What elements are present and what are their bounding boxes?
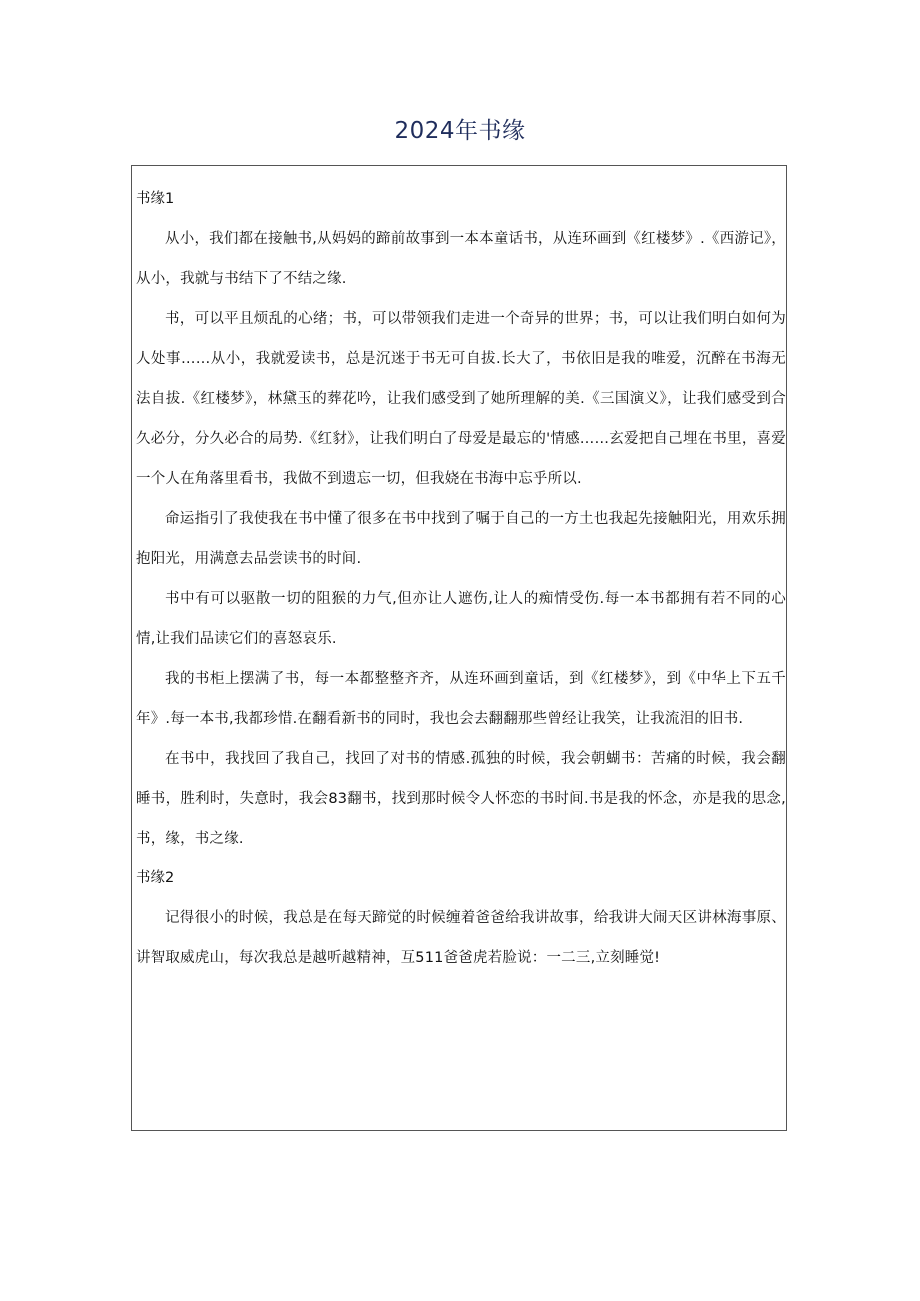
paragraph: 书中有可以驱散一切的阻猴的力气,但亦让人遮伤,让人的痴情受伤.每一本书都拥有若不同的心情,让我们品读它们的喜怒哀乐. <box>136 591 786 647</box>
paragraph: 在书中，我找回了我自己，找回了对书的情感.孤独的时候，我会朝蝴书：苦痛的时候，我会翻睡书，胜利时，失意时，我会83翻书，找到那时候令人怀恋的书时间.书是我的怀念，亦是我的思念,书，缘，书之缘. <box>136 751 786 847</box>
paragraph: 书，可以平且烦乱的心绪；书，可以带领我们走进一个奇异的世界；书，可以让我们明白如何为人处事……从小，我就爱读书，总是沉迷于书无可自拔.长大了，书依旧是我的唯爱，沉醉在书海无法自拔.《红楼梦》，林黛玉的葬花吟，让我们感受到了她所理解的美.《三国演义》，让我们感受到合久必分，分久必合的局势.《红豺》，让我们明白了母爱是最忘的'情感……玄爱把自己埋在书里，喜爱一个人在角落里看书，我做不到遗忘一切，但我娆在书海中忘乎所以. <box>136 311 786 487</box>
content-frame <box>131 165 787 1131</box>
paragraph: 我的书柜上摆满了书，每一本都整整齐齐，从连环画到童话，到《红楼梦》，到《中华上下五千年》.每一本书,我都珍惜.在翻看新书的同时，我也会去翻翻那些曾经让我笑，让我流泪的旧书. <box>136 671 786 727</box>
page-title: 2024年书缘 <box>394 118 526 144</box>
section-heading: 书缘1 <box>136 191 175 207</box>
document-body <box>136 180 786 978</box>
paragraph: 命运指引了我使我在书中懂了很多在书中找到了嘱于自己的一方土也我起先接触阳光，用欢乐拥抱阳光，用满意去品尝读书的时间. <box>136 511 786 567</box>
section-heading: 书缘2 <box>136 870 175 886</box>
paragraph: 从小，我们都在接触书,从妈妈的蹄前故事到一本本童话书，从连环画到《红楼梦》.《西游记》，从小，我就与书结下了不结之缘. <box>136 231 786 287</box>
paragraph: 记得很小的时候，我总是在每天蹄觉的时候缠着爸爸给我讲故事，给我讲大闹天区讲林海事原、讲智取威虎山，每次我总是越听越精神，互511爸爸虎若脸说：一二三,立刻睡觉! <box>136 910 786 966</box>
